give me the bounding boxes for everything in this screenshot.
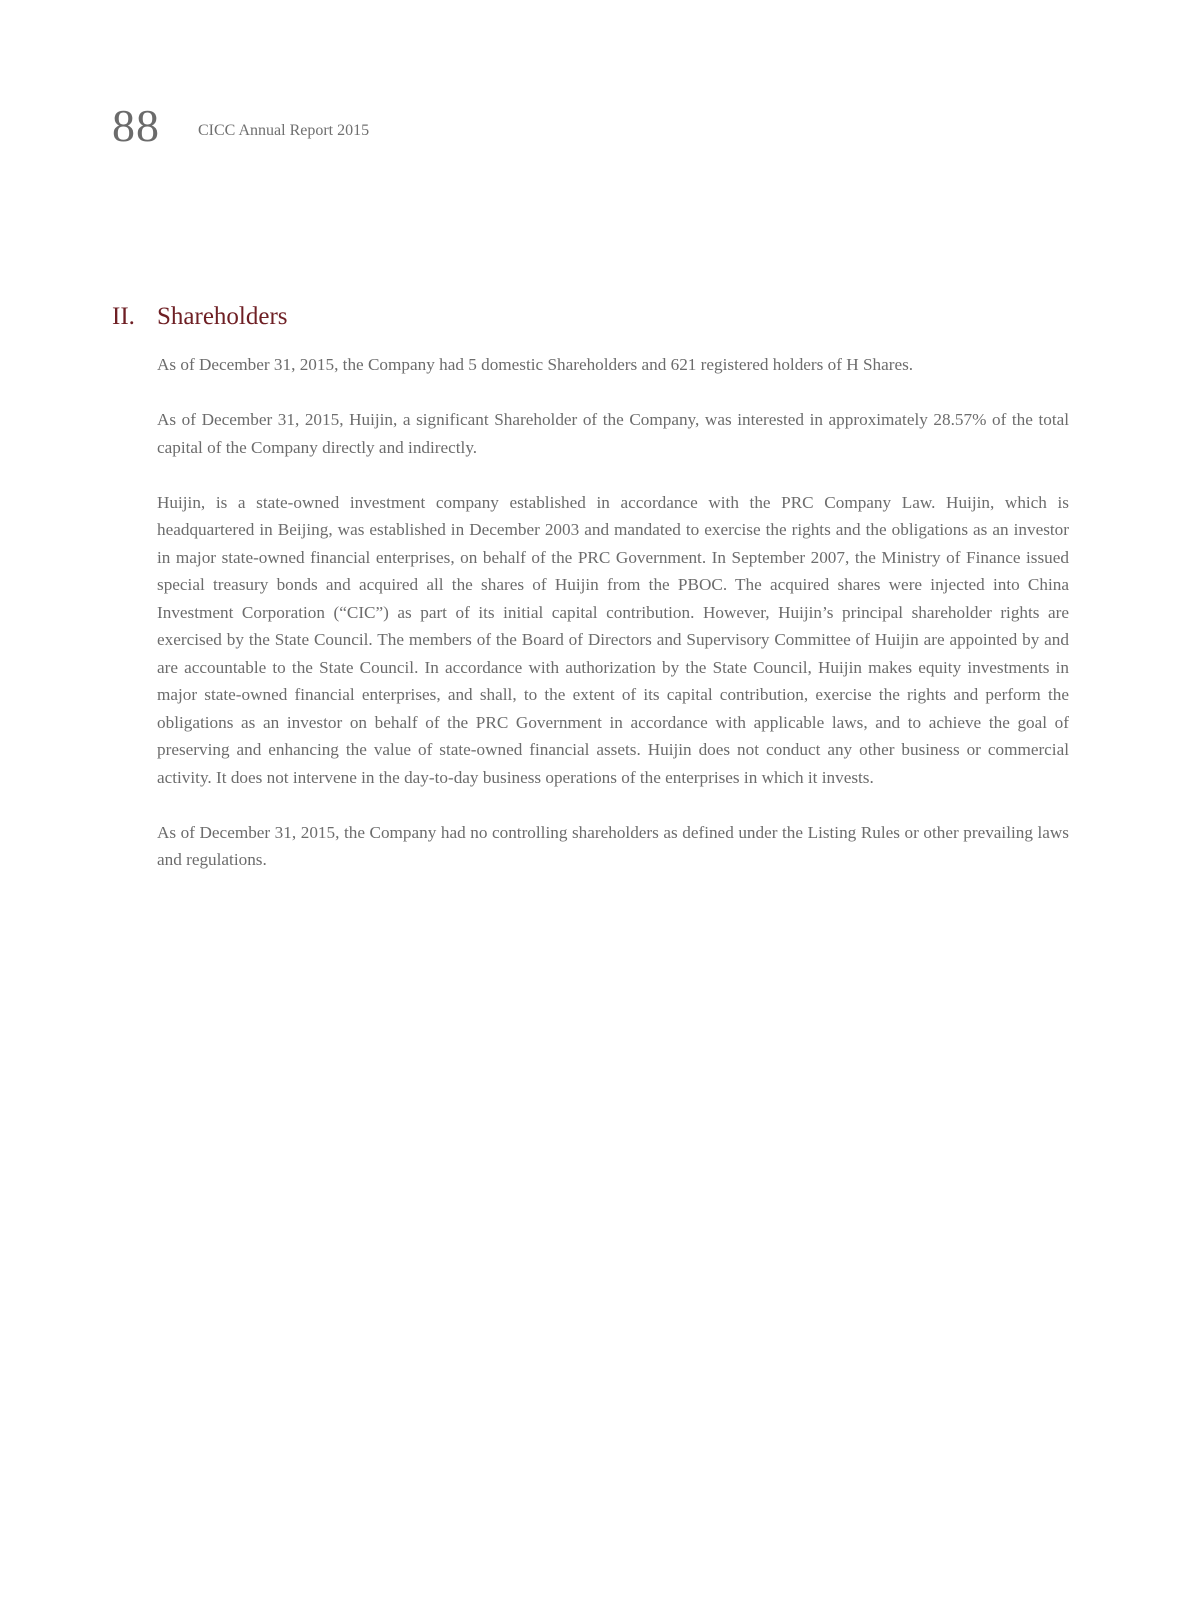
section-number: II. [112, 303, 135, 330]
paragraph-no-controlling-shareholders: As of December 31, 2015, the Company had no controlling shareholders as defined under the Listing Rules or other prevailing laws and regulations. [157, 822, 1069, 869]
page-number: 88 [112, 100, 160, 151]
section-heading [112, 300, 288, 334]
paragraph-huijin-description: Huijin, is a state-owned investment company established in accordance with the PRC Company Law. Huijin, which is headquartered in Beijing, was established in December 2003 and mandated to exercise the rights and the obligations as an investor in major state-owned financial enterprises, on behalf of the PRC Government. In September 2007, the Ministry of Finance issued special treasury bonds and acquired all the shares of Huijin from the PBOC. The acquired shares were injected into China Investment Corporation (“CIC”) as part of its initial capital contribution. However, Huijin’s principal shareholder rights are exercised by the State Council. The members of the Board of Directors and Supervisory Committee of Huijin are appointed by and are accountable to the State Council. In accordance with authorization by the State Council, Huijin makes equity investments in major state-owned financial enterprises, and shall, to the extent of its capital contribution, exercise the rights and perform the obligations as an investor on behalf of the PRC Government in accordance with applicable laws, and to achieve the goal of preserving and enhancing the value of state-owned financial assets. Huijin does not conduct any other business or commercial activity. It does not intervene in the day-to-day business operations of the enterprises in which it invests. [157, 492, 1069, 787]
paragraph-huijin-interest: As of December 31, 2015, Huijin, a significant Shareholder of the Company, was interested in approximately 28.57% of the total capital of the Company directly and indirectly. [157, 410, 1069, 457]
report-title: CICC Annual Report 2015 [198, 122, 370, 139]
section-title: Shareholders [157, 303, 288, 330]
paragraph-shareholder-count: As of December 31, 2015, the Company had 5 domestic Shareholders and 621 registered holders of H Shares. [157, 355, 914, 374]
section-body [157, 351, 1069, 901]
